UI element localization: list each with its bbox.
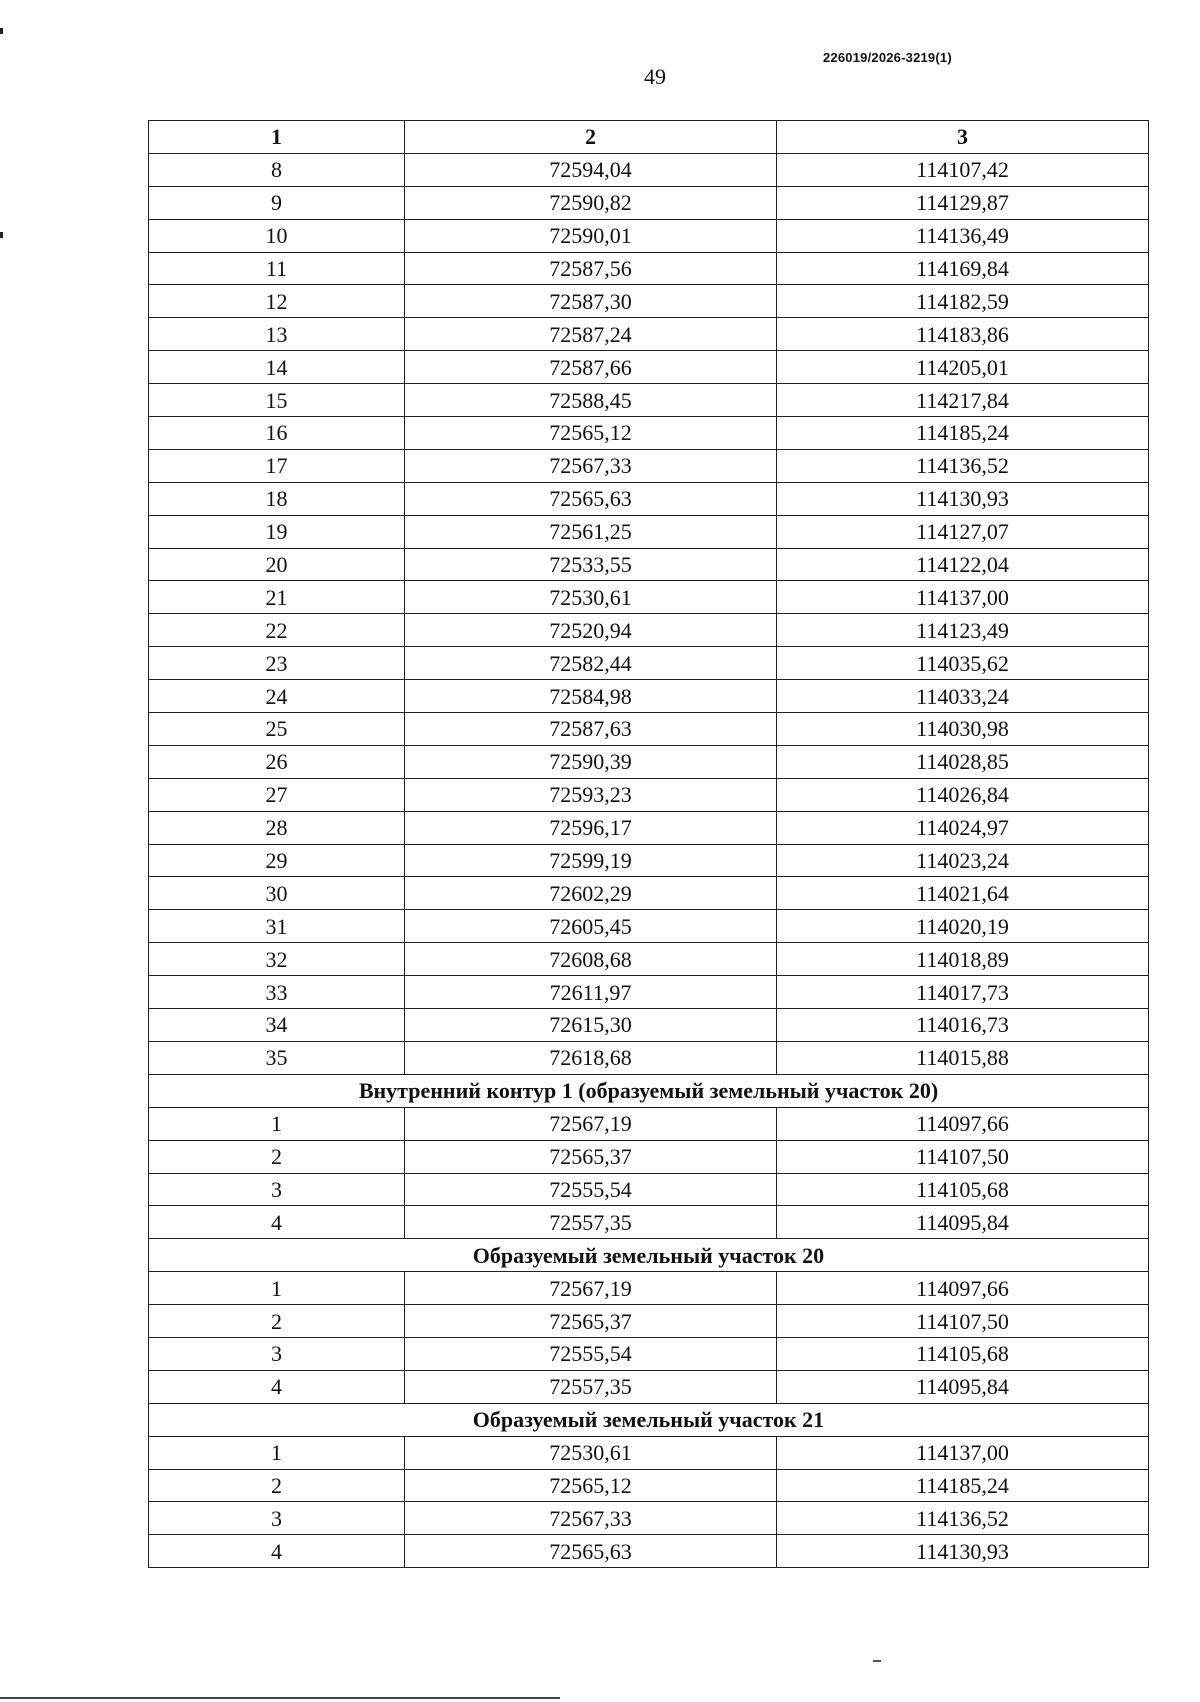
table-row xyxy=(149,515,1149,548)
point-number-cell: 21 xyxy=(149,581,405,614)
point-number-cell: 35 xyxy=(149,1041,405,1074)
point-number-cell: 16 xyxy=(149,417,405,450)
point-number-cell: 23 xyxy=(149,647,405,680)
x-coordinate-cell: 72557,35 xyxy=(405,1206,777,1239)
point-number-cell: 10 xyxy=(149,219,405,252)
y-coordinate-cell: 114030,98 xyxy=(777,713,1149,746)
x-coordinate-cell: 72593,23 xyxy=(405,778,777,811)
point-number-cell: 15 xyxy=(149,384,405,417)
point-number-cell: 25 xyxy=(149,713,405,746)
x-coordinate-cell: 72602,29 xyxy=(405,877,777,910)
table-header-row xyxy=(149,121,1149,154)
table-row xyxy=(149,581,1149,614)
x-coordinate-cell: 72594,04 xyxy=(405,153,777,186)
x-coordinate-cell: 72605,45 xyxy=(405,910,777,943)
table-row xyxy=(149,384,1149,417)
table-row xyxy=(149,548,1149,581)
y-coordinate-cell: 114021,64 xyxy=(777,877,1149,910)
y-coordinate-cell: 114130,93 xyxy=(777,482,1149,515)
table-row xyxy=(149,1140,1149,1173)
point-number-cell: 1 xyxy=(149,1272,405,1305)
x-coordinate-cell: 72587,30 xyxy=(405,285,777,318)
x-coordinate-cell: 72587,66 xyxy=(405,351,777,384)
x-coordinate-cell: 72590,01 xyxy=(405,219,777,252)
table-row xyxy=(149,1370,1149,1403)
y-coordinate-cell: 114136,52 xyxy=(777,1502,1149,1535)
x-coordinate-cell: 72533,55 xyxy=(405,548,777,581)
y-coordinate-cell: 114024,97 xyxy=(777,811,1149,844)
y-coordinate-cell: 114129,87 xyxy=(777,186,1149,219)
column-header-1: 1 xyxy=(149,121,405,154)
point-number-cell: 4 xyxy=(149,1370,405,1403)
table-row xyxy=(149,351,1149,384)
point-number-cell: 3 xyxy=(149,1173,405,1206)
scan-mark xyxy=(873,1660,881,1662)
table-row xyxy=(149,449,1149,482)
x-coordinate-cell: 72565,63 xyxy=(405,1535,777,1568)
point-number-cell: 1 xyxy=(149,1436,405,1469)
table-row xyxy=(149,1502,1149,1535)
point-number-cell: 8 xyxy=(149,153,405,186)
y-coordinate-cell: 114127,07 xyxy=(777,515,1149,548)
y-coordinate-cell: 114123,49 xyxy=(777,614,1149,647)
x-coordinate-cell: 72611,97 xyxy=(405,976,777,1009)
table-row xyxy=(149,1009,1149,1042)
y-coordinate-cell: 114169,84 xyxy=(777,252,1149,285)
point-number-cell: 4 xyxy=(149,1535,405,1568)
table-row xyxy=(149,680,1149,713)
table-row xyxy=(149,778,1149,811)
y-coordinate-cell: 114107,42 xyxy=(777,153,1149,186)
table-row xyxy=(149,745,1149,778)
table-row xyxy=(149,318,1149,351)
x-coordinate-cell: 72565,37 xyxy=(405,1305,777,1338)
section-title-row xyxy=(149,1239,1149,1272)
document-id: 226019/2026-3219(1) xyxy=(823,50,952,65)
table-row xyxy=(149,647,1149,680)
x-coordinate-cell: 72608,68 xyxy=(405,943,777,976)
table-row xyxy=(149,976,1149,1009)
margin-mark xyxy=(0,28,3,34)
point-number-cell: 2 xyxy=(149,1469,405,1502)
x-coordinate-cell: 72590,39 xyxy=(405,745,777,778)
point-number-cell: 26 xyxy=(149,745,405,778)
y-coordinate-cell: 114185,24 xyxy=(777,1469,1149,1502)
point-number-cell: 3 xyxy=(149,1502,405,1535)
table-row xyxy=(149,1535,1149,1568)
point-number-cell: 28 xyxy=(149,811,405,844)
y-coordinate-cell: 114107,50 xyxy=(777,1305,1149,1338)
table-row xyxy=(149,1173,1149,1206)
section-title: Внутренний контур 1 (образуемый земельный участок 20) xyxy=(149,1074,1149,1107)
point-number-cell: 3 xyxy=(149,1337,405,1370)
table-row xyxy=(149,943,1149,976)
x-coordinate-cell: 72618,68 xyxy=(405,1041,777,1074)
point-number-cell: 24 xyxy=(149,680,405,713)
x-coordinate-cell: 72555,54 xyxy=(405,1173,777,1206)
x-coordinate-cell: 72561,25 xyxy=(405,515,777,548)
table-body xyxy=(149,153,1149,1567)
point-number-cell: 4 xyxy=(149,1206,405,1239)
column-header-3: 3 xyxy=(777,121,1149,154)
x-coordinate-cell: 72615,30 xyxy=(405,1009,777,1042)
table-row xyxy=(149,844,1149,877)
x-coordinate-cell: 72530,61 xyxy=(405,581,777,614)
table-row xyxy=(149,219,1149,252)
x-coordinate-cell: 72530,61 xyxy=(405,1436,777,1469)
x-coordinate-cell: 72584,98 xyxy=(405,680,777,713)
point-number-cell: 27 xyxy=(149,778,405,811)
x-coordinate-cell: 72567,33 xyxy=(405,1502,777,1535)
x-coordinate-cell: 72582,44 xyxy=(405,647,777,680)
table-row xyxy=(149,614,1149,647)
table-row xyxy=(149,1206,1149,1239)
section-title-row xyxy=(149,1403,1149,1436)
margin-mark xyxy=(0,232,3,238)
x-coordinate-cell: 72599,19 xyxy=(405,844,777,877)
page-number: 49 xyxy=(644,64,666,89)
point-number-cell: 29 xyxy=(149,844,405,877)
y-coordinate-cell: 114095,84 xyxy=(777,1206,1149,1239)
x-coordinate-cell: 72557,35 xyxy=(405,1370,777,1403)
table-row xyxy=(149,1107,1149,1140)
table-row xyxy=(149,1041,1149,1074)
table-row xyxy=(149,1469,1149,1502)
y-coordinate-cell: 114023,24 xyxy=(777,844,1149,877)
table-row xyxy=(149,417,1149,450)
point-number-cell: 30 xyxy=(149,877,405,910)
x-coordinate-cell: 72567,19 xyxy=(405,1272,777,1305)
bottom-rule xyxy=(0,1697,560,1699)
point-number-cell: 32 xyxy=(149,943,405,976)
table-row xyxy=(149,1337,1149,1370)
y-coordinate-cell: 114020,19 xyxy=(777,910,1149,943)
table-row xyxy=(149,186,1149,219)
y-coordinate-cell: 114018,89 xyxy=(777,943,1149,976)
x-coordinate-cell: 72565,37 xyxy=(405,1140,777,1173)
section-title: Образуемый земельный участок 20 xyxy=(149,1239,1149,1272)
y-coordinate-cell: 114095,84 xyxy=(777,1370,1149,1403)
table-row xyxy=(149,1436,1149,1469)
y-coordinate-cell: 114097,66 xyxy=(777,1107,1149,1140)
y-coordinate-cell: 114107,50 xyxy=(777,1140,1149,1173)
point-number-cell: 11 xyxy=(149,252,405,285)
x-coordinate-cell: 72596,17 xyxy=(405,811,777,844)
point-number-cell: 14 xyxy=(149,351,405,384)
point-number-cell: 13 xyxy=(149,318,405,351)
y-coordinate-cell: 114137,00 xyxy=(777,1436,1149,1469)
point-number-cell: 34 xyxy=(149,1009,405,1042)
x-coordinate-cell: 72565,12 xyxy=(405,1469,777,1502)
x-coordinate-cell: 72555,54 xyxy=(405,1337,777,1370)
coordinates-table xyxy=(148,120,1149,1568)
x-coordinate-cell: 72588,45 xyxy=(405,384,777,417)
table-row xyxy=(149,877,1149,910)
point-number-cell: 2 xyxy=(149,1305,405,1338)
y-coordinate-cell: 114136,49 xyxy=(777,219,1149,252)
x-coordinate-cell: 72567,33 xyxy=(405,449,777,482)
y-coordinate-cell: 114182,59 xyxy=(777,285,1149,318)
y-coordinate-cell: 114015,88 xyxy=(777,1041,1149,1074)
table-row xyxy=(149,1305,1149,1338)
table-row xyxy=(149,811,1149,844)
column-header-2: 2 xyxy=(405,121,777,154)
table-row xyxy=(149,482,1149,515)
point-number-cell: 2 xyxy=(149,1140,405,1173)
x-coordinate-cell: 72587,56 xyxy=(405,252,777,285)
x-coordinate-cell: 72590,82 xyxy=(405,186,777,219)
x-coordinate-cell: 72520,94 xyxy=(405,614,777,647)
y-coordinate-cell: 114026,84 xyxy=(777,778,1149,811)
y-coordinate-cell: 114185,24 xyxy=(777,417,1149,450)
y-coordinate-cell: 114122,04 xyxy=(777,548,1149,581)
y-coordinate-cell: 114137,00 xyxy=(777,581,1149,614)
point-number-cell: 1 xyxy=(149,1107,405,1140)
section-title: Образуемый земельный участок 21 xyxy=(149,1403,1149,1436)
point-number-cell: 31 xyxy=(149,910,405,943)
y-coordinate-cell: 114136,52 xyxy=(777,449,1149,482)
point-number-cell: 20 xyxy=(149,548,405,581)
section-title-row xyxy=(149,1074,1149,1107)
table-row xyxy=(149,910,1149,943)
y-coordinate-cell: 114035,62 xyxy=(777,647,1149,680)
y-coordinate-cell: 114017,73 xyxy=(777,976,1149,1009)
point-number-cell: 19 xyxy=(149,515,405,548)
x-coordinate-cell: 72567,19 xyxy=(405,1107,777,1140)
y-coordinate-cell: 114205,01 xyxy=(777,351,1149,384)
table-row xyxy=(149,252,1149,285)
y-coordinate-cell: 114033,24 xyxy=(777,680,1149,713)
y-coordinate-cell: 114016,73 xyxy=(777,1009,1149,1042)
point-number-cell: 33 xyxy=(149,976,405,1009)
y-coordinate-cell: 114183,86 xyxy=(777,318,1149,351)
point-number-cell: 9 xyxy=(149,186,405,219)
x-coordinate-cell: 72587,24 xyxy=(405,318,777,351)
y-coordinate-cell: 114105,68 xyxy=(777,1173,1149,1206)
x-coordinate-cell: 72565,63 xyxy=(405,482,777,515)
y-coordinate-cell: 114130,93 xyxy=(777,1535,1149,1568)
point-number-cell: 22 xyxy=(149,614,405,647)
x-coordinate-cell: 72565,12 xyxy=(405,417,777,450)
point-number-cell: 17 xyxy=(149,449,405,482)
x-coordinate-cell: 72587,63 xyxy=(405,713,777,746)
table-row xyxy=(149,1272,1149,1305)
y-coordinate-cell: 114105,68 xyxy=(777,1337,1149,1370)
y-coordinate-cell: 114028,85 xyxy=(777,745,1149,778)
point-number-cell: 12 xyxy=(149,285,405,318)
y-coordinate-cell: 114217,84 xyxy=(777,384,1149,417)
point-number-cell: 18 xyxy=(149,482,405,515)
y-coordinate-cell: 114097,66 xyxy=(777,1272,1149,1305)
table-row xyxy=(149,713,1149,746)
table-row xyxy=(149,153,1149,186)
table-row xyxy=(149,285,1149,318)
